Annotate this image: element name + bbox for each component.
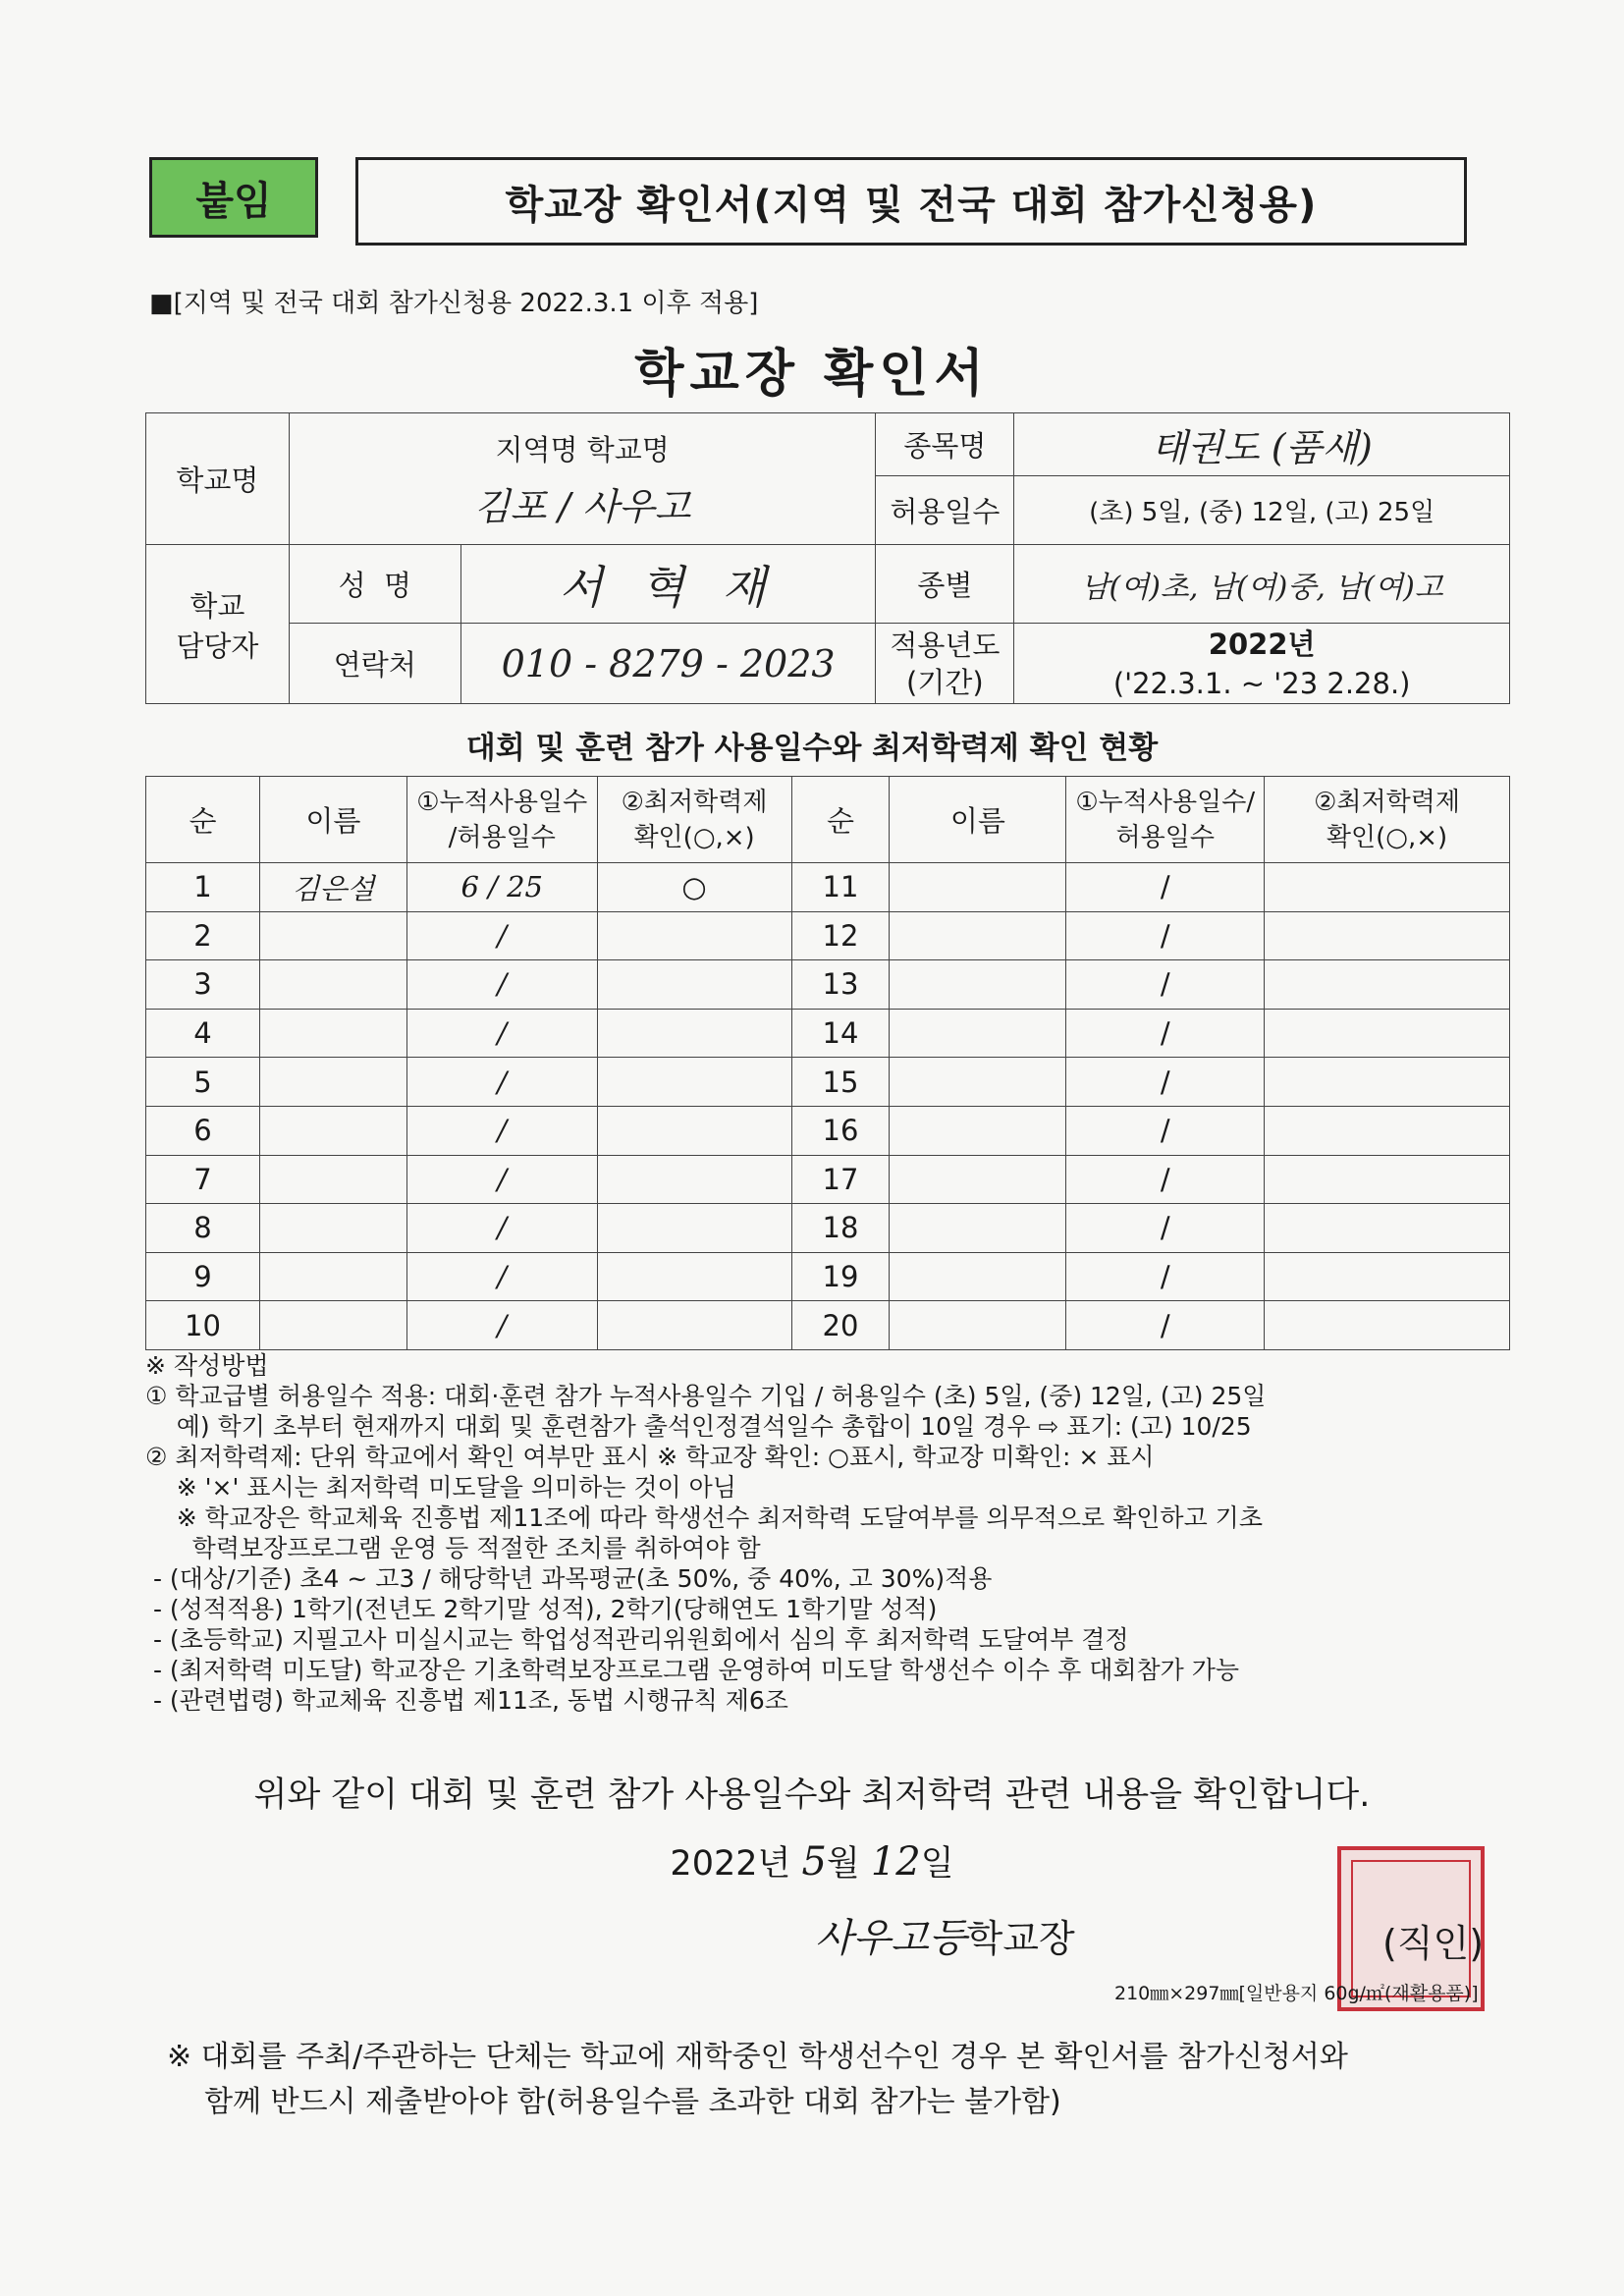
academic-check [1265,1155,1510,1204]
used-days: / [1066,960,1265,1010]
row-number: 14 [791,1009,890,1058]
method-line: - (최저학력 미도달) 학교장은 기초학력보장프로그램 운영하여 미도달 학생선수 이수 후 대회참가 가능 [145,1656,1240,1684]
academic-check [597,1252,791,1301]
year-cell [1014,624,1510,704]
method-line: - (관련법령) 학교체육 진흥법 제11조, 동법 시행규칙 제6조 [145,1686,788,1715]
category-value: 남(여)초, 남(여)중, 남(여)고 [1014,545,1510,624]
row-number: 4 [146,1009,260,1058]
date-day: 12 [870,1839,921,1885]
method-line: ※ 학교장은 학교체육 진흥법 제11조에 따라 학생선수 최저학력 도달여부를 의무적으로 확인하고 기초 [145,1503,1263,1532]
student-name: 김은설 [259,863,406,912]
name-label: 성 명 [289,545,460,624]
academic-check [597,1106,791,1155]
used-days: / [1066,1252,1265,1301]
academic-check [597,1204,791,1253]
header-check-right: ②최저학력제 확인(○,×) [1265,777,1510,863]
principal-signature [815,1907,1075,1963]
paper-spec: 210㎜×297㎜[일반용지 60g/㎡(재활용품)] [1114,1983,1479,2004]
confirm-statement: 위와 같이 대회 및 훈련 참가 사용일수와 최저학력 관련 내용을 확인합니다. [253,1776,1371,1815]
row-number: 1 [146,863,260,912]
academic-check [1265,911,1510,960]
method-line: ※ '×' 표시는 최저학력 미도달을 의미하는 것이 아님 [145,1473,736,1502]
student-name [890,1009,1066,1058]
student-name [259,1204,406,1253]
student-name [259,1009,406,1058]
student-name [890,1252,1066,1301]
used-days: / [406,1058,597,1107]
academic-check [597,960,791,1010]
method-line: - (대상/기준) 초4 ~ 고3 / 해당학년 과목평균(초 50%, 중 40%, 고 30%)적용 [145,1564,993,1593]
table-row [146,1106,1510,1155]
name-value: 서 혁 재 [460,545,876,624]
method-line: 예) 학기 초부터 현재까지 대회 및 훈련참가 출석인정결석일수 총합이 10일 경우 ⇨ 표기: (고) 10/25 [145,1412,1252,1441]
date-day-unit: 일 [920,1844,954,1884]
row-number: 19 [791,1252,890,1301]
academic-check [1265,960,1510,1010]
application-notice: ■[지역 및 전국 대회 참가신청용 2022.3.1 이후 적용] [149,289,759,318]
row-number: 11 [791,863,890,912]
table-row [146,863,1510,912]
student-name [890,1058,1066,1107]
academic-check [1265,1106,1510,1155]
student-name [890,1155,1066,1204]
method-line: - (초등학교) 지필고사 미실시교는 학업성적관리위원회에서 심의 후 최저학력 도달여부 결정 [145,1625,1129,1654]
academic-check [1265,1301,1510,1350]
seal-label: (직인) [1382,1922,1485,1965]
used-days: / [1066,1106,1265,1155]
row-number: 16 [791,1106,890,1155]
used-days: / [1066,911,1265,960]
used-days: / [1066,1301,1265,1350]
date-month: 5 [801,1839,827,1885]
used-days: / [406,1252,597,1301]
footer-line: ※ 대회를 주최/주관하는 단체는 학교에 재학중인 학생선수인 경우 본 확인서를 참가신청서와 [167,2040,1348,2074]
academic-check [597,1155,791,1204]
academic-check [597,911,791,960]
used-days: / [1066,1058,1265,1107]
sport-value: 태권도 (품새) [1014,413,1510,476]
header-days-left: ①누적사용일수 /허용일수 [406,777,597,863]
allowed-days-value: (초) 5일, (중) 12일, (고) 25일 [1014,476,1510,545]
header-no-left: 순 [146,777,260,863]
row-number: 8 [146,1204,260,1253]
header-name-left: 이름 [259,777,406,863]
row-number: 17 [791,1155,890,1204]
academic-check: ○ [597,863,791,912]
academic-check [597,1058,791,1107]
academic-check [597,1009,791,1058]
manager-label: 학교 담당자 [146,545,290,704]
student-name [259,1301,406,1350]
table-row [146,960,1510,1010]
row-number: 12 [791,911,890,960]
used-days: / [1066,1009,1265,1058]
category-label: 종별 [876,545,1014,624]
contact-value: 010 - 8279 - 2023 [460,624,876,704]
used-days: / [406,911,597,960]
row-number: 9 [146,1252,260,1301]
row-number: 20 [791,1301,890,1350]
info-table [145,412,1510,704]
academic-check [1265,1058,1510,1107]
student-name [890,1106,1066,1155]
sport-label: 종목명 [876,413,1014,476]
row-number: 7 [146,1155,260,1204]
table-row [146,1252,1510,1301]
student-name [259,1155,406,1204]
used-days: / [406,1155,597,1204]
document-title: 학교장 확인서 [634,345,990,404]
table-row [146,1009,1510,1058]
row-number: 18 [791,1204,890,1253]
table-row [146,1301,1510,1350]
row-number: 15 [791,1058,890,1107]
contact-label: 연락처 [289,624,460,704]
year-value: 2022년 [1208,627,1316,661]
student-name [890,1301,1066,1350]
method-line: ② 최저학력제: 단위 학교에서 확인 여부만 표시 ※ 학교장 확인: ○표시, 학교장 미확인: × 표시 [145,1443,1155,1471]
table-row [146,1058,1510,1107]
attachment-badge: 붙임 [149,157,318,238]
school-label: 학교명 [146,413,290,545]
date-month-unit: 월 [826,1844,860,1884]
academic-check [597,1301,791,1350]
used-days: / [406,1009,597,1058]
header-days-right: ①누적사용일수/ 허용일수 [1066,777,1265,863]
writing-method [145,1350,1520,1716]
header-no-right: 순 [791,777,890,863]
student-name [259,1252,406,1301]
section-title: 대회 및 훈련 참가 사용일수와 최저학력제 확인 현황 [465,731,1159,766]
student-name [890,1204,1066,1253]
used-days: 6 / 25 [406,863,597,912]
used-days: / [406,1301,597,1350]
student-name [259,960,406,1010]
header-check-left: ②최저학력제 확인(○,×) [597,777,791,863]
used-days: / [1066,863,1265,912]
allowed-days-label: 허용일수 [876,476,1014,545]
used-days: / [1066,1155,1265,1204]
student-name [259,1106,406,1155]
status-table [145,776,1510,1350]
principal-title: 학교장 [966,1917,1075,1960]
school-handwritten: 사우고등 [815,1916,967,1961]
used-days: / [406,960,597,1010]
used-days: / [406,1106,597,1155]
table-header-row [146,777,1510,863]
footer-notice [167,2035,1542,2125]
row-number: 2 [146,911,260,960]
row-number: 6 [146,1106,260,1155]
region-school-value: 김포 / 사우고 [473,484,691,528]
year-label: 적용년도 (기간) [876,624,1014,704]
school-name-cell [289,413,876,545]
table-row [146,1204,1510,1253]
student-name [259,1058,406,1107]
method-line: ① 학교급별 허용일수 적용: 대회·훈련 참가 누적사용일수 기입 / 허용일수 (초) 5일, (중) 12일, (고) 25일 [145,1382,1267,1410]
table-row [146,1155,1510,1204]
academic-check [1265,1252,1510,1301]
region-school-label: 지역명 학교명 [495,432,670,466]
academic-check [1265,1009,1510,1058]
header-name-right: 이름 [890,777,1066,863]
method-line: 학력보장프로그램 운영 등 적절한 조치를 취하여야 함 [145,1534,761,1562]
method-line: ※ 작성방법 [145,1351,269,1380]
used-days: / [1066,1204,1265,1253]
row-number: 13 [791,960,890,1010]
student-name [890,911,1066,960]
student-name [259,911,406,960]
student-name [890,863,1066,912]
row-number: 3 [146,960,260,1010]
row-number: 10 [146,1301,260,1350]
period-value: ('22.3.1. ~ '23 2.28.) [1112,666,1411,700]
table-row [146,911,1510,960]
footer-line: 함께 반드시 제출받아야 함(허용일수를 초과한 대회 참가는 불가함) [167,2085,1061,2119]
row-number: 5 [146,1058,260,1107]
student-name [890,960,1066,1010]
header-title: 학교장 확인서(지역 및 전국 대회 참가신청용) [355,157,1467,246]
academic-check [1265,1204,1510,1253]
academic-check [1265,863,1510,912]
date-year: 2022년 [670,1844,791,1884]
method-line: - (성적적용) 1학기(전년도 2학기말 성적), 2학기(당해연도 1학기말 성적) [145,1595,938,1623]
used-days: / [406,1204,597,1253]
